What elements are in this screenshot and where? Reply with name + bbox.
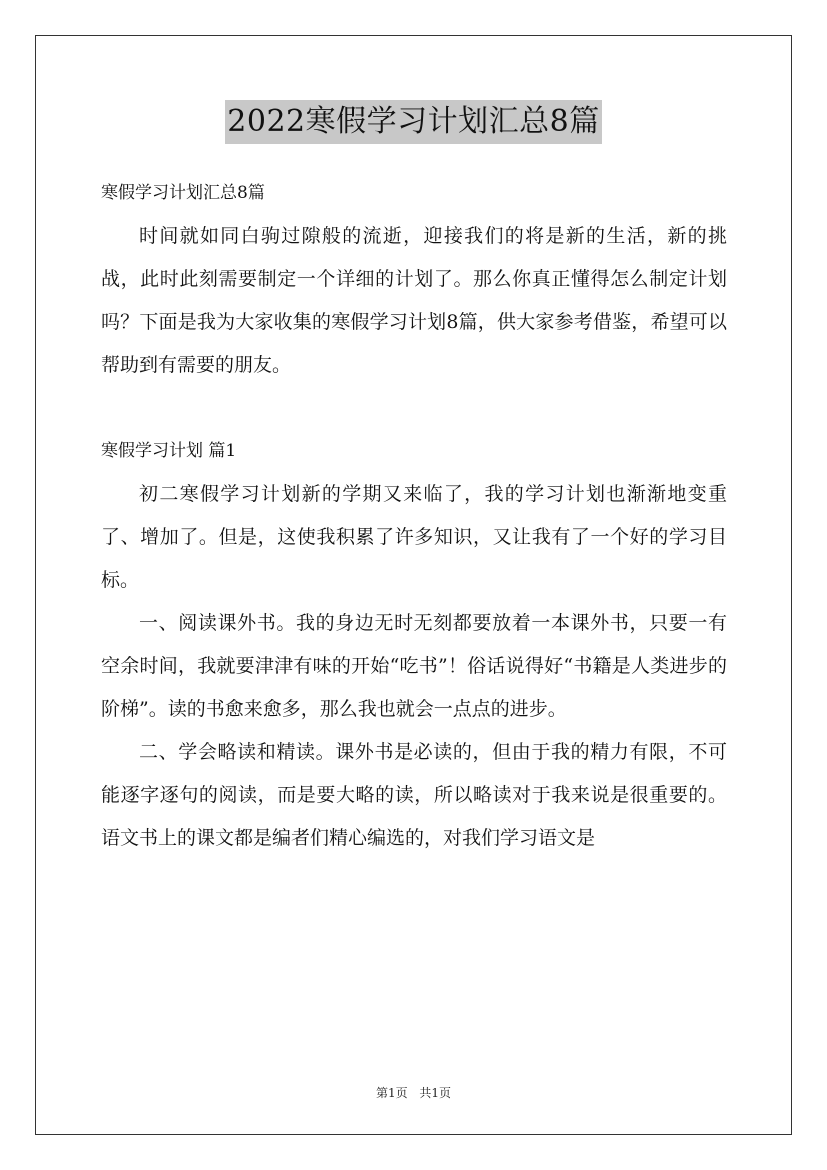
body-paragraph-3: 二、学会略读和精读。课外书是必读的，但由于我的精力有限，不可能逐字逐句的阅读，而是要大略的读，所以略读对于我来说是很重要的。语文书上的课文都是编者们精心编选的，对我们学习语文是 [101,741,727,849]
document-body [101,172,727,860]
page-total: 共1页 [419,1086,452,1100]
body-paragraph-2: 一、阅读课外书。我的身边无时无刻都要放着一本课外书，只要一有空余时间，我就要津津有味的开始“吃书”！俗话说得好“书籍是人类进步的阶梯”。读的书愈来愈多，那么我也就会一点点的进步。 [101,612,727,720]
document-title [0,100,827,144]
paragraph-gap [101,387,727,430]
body-paragraph-1: 初二寒假学习计划新的学期又来临了，我的学习计划也渐渐地变重了、增加了。但是，这使我积累了许多知识，又让我有了一个好的学习目标。 [101,483,727,591]
page-footer [0,1084,827,1101]
document-title-text: 2022寒假学习计划汇总8篇 [225,100,601,144]
document-subtitle: 寒假学习计划汇总8篇 [101,183,265,203]
section-heading: 寒假学习计划 篇1 [101,441,237,461]
page-number: 第1页 [375,1086,408,1100]
intro-paragraph: 时间就如同白驹过隙般的流逝，迎接我们的将是新的生活，新的挑战，此时此刻需要制定一个详细的计划了。那么你真正懂得怎么制定计划吗？下面是我为大家收集的寒假学习计划8篇，供大家参考借鉴，希望可以帮助到有需要的朋友。 [101,225,727,376]
